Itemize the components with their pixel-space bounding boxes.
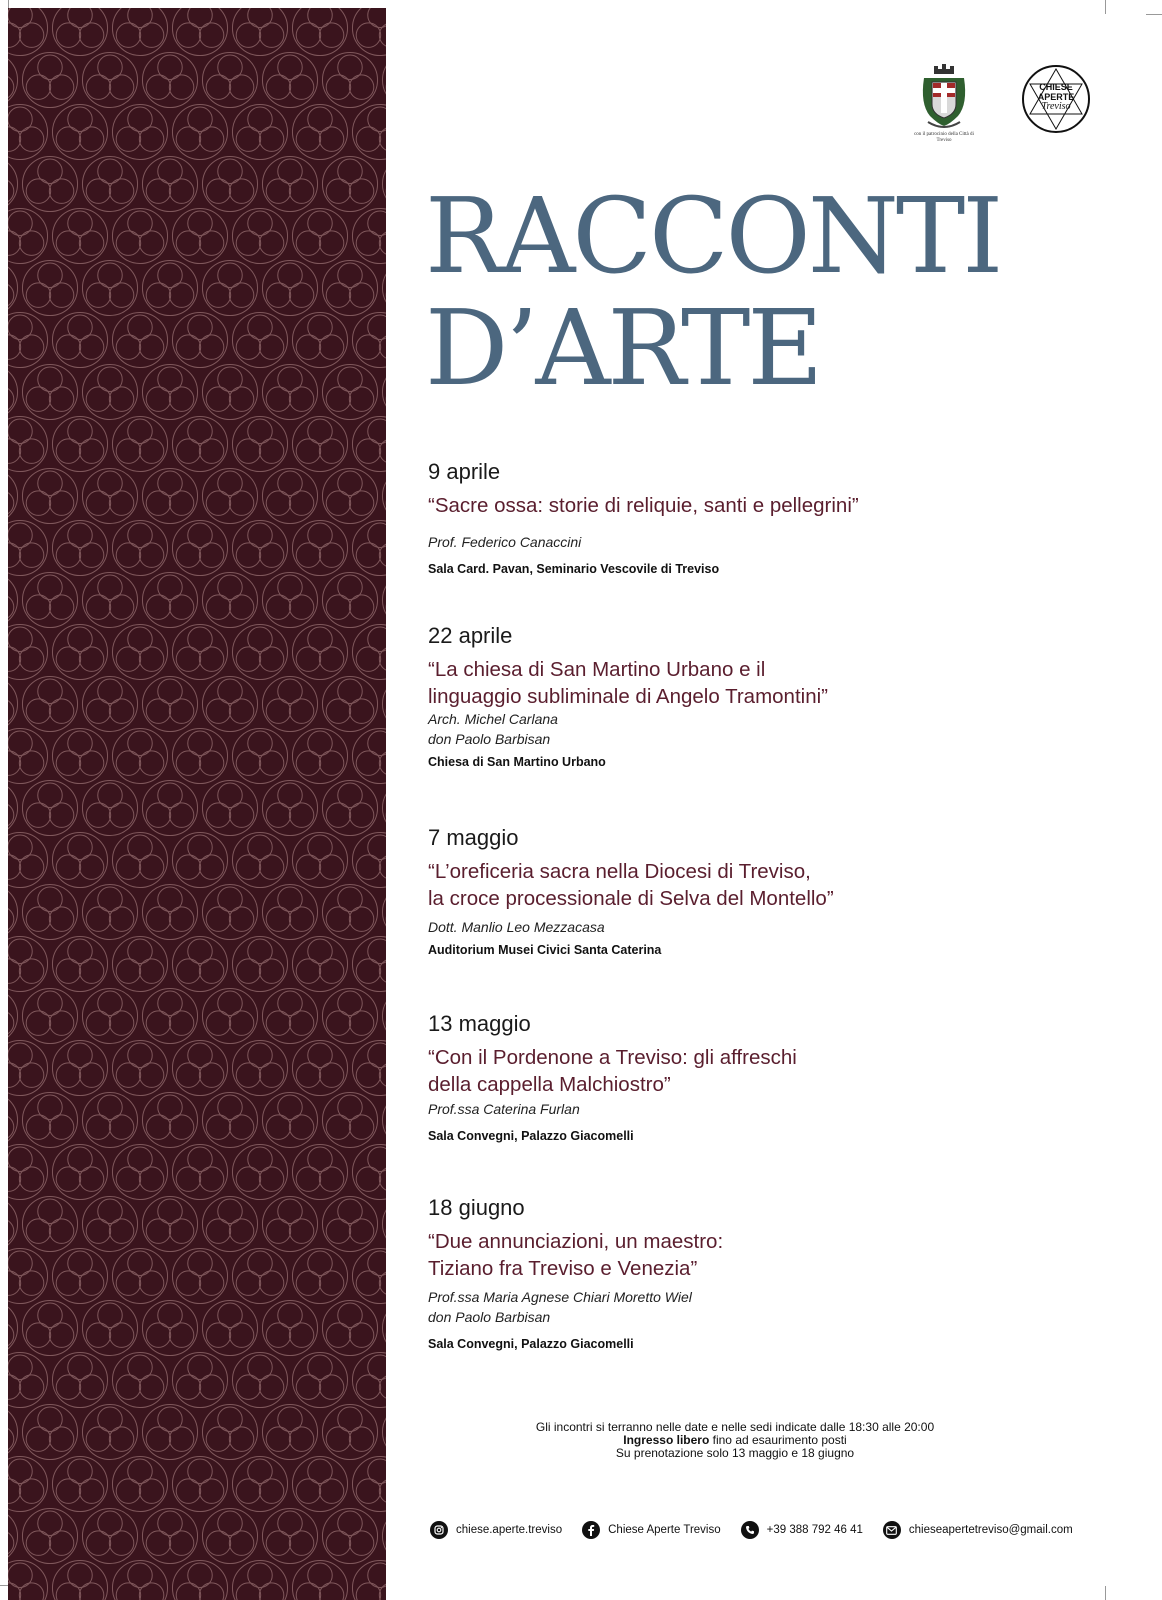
- crop-mark-right-top: [1146, 14, 1162, 15]
- chiese-line3: Treviso: [1041, 101, 1071, 112]
- event-speaker: don Paolo Barbisan: [428, 1309, 551, 1325]
- event-title: [428, 1228, 1128, 1282]
- event-item: [428, 1194, 1128, 1352]
- footer-line1: Gli incontri si terranno nelle date e nelle sedi indicate dalle 18:30 alle 20:00: [535, 1420, 935, 1434]
- event-title-line: “L’oreficeria sacra nella Diocesi di Treviso,: [428, 860, 811, 883]
- event-speaker: Arch. Michel Carlana: [428, 711, 558, 727]
- event-venue: Auditorium Musei Civici Santa Caterina: [428, 943, 662, 957]
- event-item: [428, 622, 1128, 770]
- event-title: [428, 1044, 1128, 1098]
- event-item: [428, 458, 1128, 577]
- page-title: [425, 175, 1125, 409]
- event-speaker: don Paolo Barbisan: [428, 731, 551, 747]
- instagram-handle: chiese.aperte.treviso: [456, 1524, 563, 1536]
- coat-caption: con il patrocinio della Città di Treviso: [914, 132, 974, 143]
- event-date: 18 giugno: [428, 1195, 525, 1220]
- title-line2: D’ARTE: [425, 287, 821, 409]
- event-date: 7 maggio: [428, 825, 519, 850]
- contacts-bar: [430, 1518, 1130, 1542]
- event-item: [428, 824, 1128, 958]
- event-title-line: la croce processionale di Selva del Montello”: [428, 887, 834, 910]
- email-icon: [883, 1521, 901, 1539]
- email-contact[interactable]: [883, 1521, 1073, 1539]
- event-date: 9 aprile: [428, 459, 501, 484]
- event-title-line: della cappella Malchiostro”: [428, 1073, 671, 1096]
- footer-line3: Su prenotazione solo 13 maggio e 18 giugno: [615, 1446, 855, 1460]
- event-title: [428, 858, 1128, 912]
- phone-icon: [741, 1521, 759, 1539]
- event-title-line: “Con il Pordenone a Treviso: gli affreschi: [428, 1046, 797, 1069]
- event-venue: Sala Convegni, Palazzo Giacomelli: [428, 1129, 634, 1143]
- free-entry-label: Ingresso libero: [623, 1433, 710, 1447]
- event-date: 22 aprile: [428, 623, 513, 648]
- chiese-line2: APERTE: [1037, 92, 1075, 102]
- event-speaker: Prof. Federico Canaccini: [428, 534, 582, 550]
- facebook-contact[interactable]: [582, 1521, 721, 1539]
- decorative-pattern-band: [8, 8, 386, 1600]
- event-speaker: Prof.ssa Maria Agnese Chiari Moretto Wiel: [428, 1289, 692, 1305]
- event-venue: Sala Card. Pavan, Seminario Vescovile di Treviso: [428, 562, 720, 576]
- event-title-line: “La chiesa di San Martino Urbano e il: [428, 658, 766, 681]
- event-title-line: Tiziano fra Treviso e Venezia”: [428, 1257, 698, 1280]
- event-title-line: linguaggio subliminale di Angelo Tramontini”: [428, 685, 828, 708]
- title-line1: RACCONTI: [425, 175, 1001, 297]
- footer-line2-rest: fino ad esaurimento posti: [709, 1433, 847, 1447]
- event-title-line: “Due annunciazioni, un maestro:: [428, 1230, 724, 1253]
- event-speaker: Prof.ssa Caterina Furlan: [428, 1101, 580, 1117]
- chiese-line1: CHIESE: [1039, 82, 1073, 92]
- event-title: [428, 656, 1128, 710]
- phone-number: +39 388 792 46 41: [766, 1524, 863, 1536]
- chiese-aperte-text: [1020, 82, 1092, 112]
- email-address: chieseapertetreviso@gmail.com: [908, 1524, 1073, 1536]
- instagram-contact[interactable]: [430, 1521, 562, 1539]
- crop-mark-top-right: [1105, 0, 1106, 14]
- crop-mark-bottom-left: [0, 1585, 8, 1586]
- phone-contact[interactable]: [741, 1521, 863, 1539]
- trefoil-pattern: [8, 8, 386, 1600]
- event-venue: Sala Convegni, Palazzo Giacomelli: [428, 1337, 634, 1351]
- crop-mark-bottom-right: [1105, 1586, 1106, 1600]
- facebook-icon: [582, 1521, 600, 1539]
- facebook-page: Chiese Aperte Treviso: [608, 1524, 721, 1536]
- event-item: [428, 1010, 1128, 1144]
- instagram-icon: [430, 1521, 448, 1539]
- event-date: 13 maggio: [428, 1011, 531, 1036]
- event-speaker: Dott. Manlio Leo Mezzacasa: [428, 919, 605, 935]
- event-title: “Sacre ossa: storie di reliquie, santi e pellegrini”: [428, 494, 859, 517]
- logos: [910, 60, 1110, 150]
- event-venue: Chiesa di San Martino Urbano: [428, 755, 606, 769]
- footer-note: [430, 1421, 1040, 1460]
